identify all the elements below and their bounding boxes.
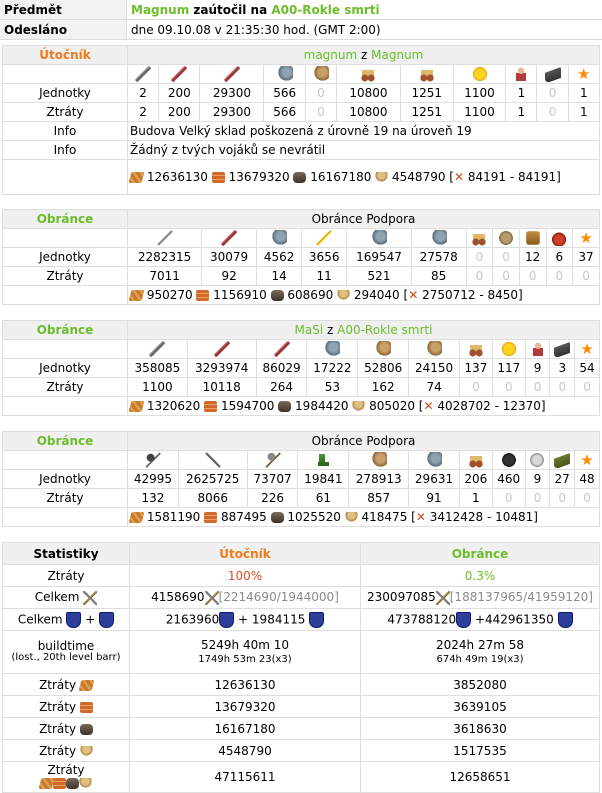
cross-icon: ✕ [416,512,426,523]
chief-icon [529,452,545,468]
attack-icon [83,591,97,605]
sword-icon [149,341,165,357]
statistics-table: Statistiky Útočník Obránce Ztráty 100% 0.3% Celkem 4158690 [2214690/1944000] 230097085 [188137965/41959120] Celkem + 2163960 + 1984115 473788120 +442961350 buildtime (lost., 20th level barr) 5249h 40m 10 1749h 53m 23(x3) 2024h 27m 58 674h 49m 19(x3) Ztráty 12636130 3852080 Ztráty 13679320 3639105 Ztráty 16167180 3618630 Ztráty 4548790 1517535 Ztráty 47115611 12658651 [2,542,600,793]
clay-icon [53,778,66,789]
stats-title: Statistiky [3,543,130,565]
cross-icon: ✕ [423,401,433,412]
axe-red-icon [171,66,187,82]
iron-icon [271,290,284,301]
crop-icon [80,746,93,757]
bounty-row: 950270 1156910 608690 294040 [✕ 2750712 - 8450] [128,286,600,305]
clay-icon [204,512,217,523]
subject-value: Magnum zaútočil na A00-Rokle smrti [127,0,602,20]
cross-icon: ✕ [408,290,418,301]
attacker-origin: magnum z Magnum [128,46,600,65]
iron-icon [80,724,93,735]
star-icon: ★ [579,452,595,468]
sword-icon [135,66,151,82]
hero-icon [530,341,546,357]
target-link[interactable]: A00-Rokle smrti [271,3,379,17]
sword-icon [221,230,237,246]
mace-icon [145,452,161,468]
horse-brown-icon [426,341,442,357]
shield-icon [99,612,114,628]
shield-icon [558,612,573,628]
sword-red-icon [224,66,240,82]
attack-icon [436,591,450,605]
sent-value: dne 09.10.08 v 21:35:30 hod. (GMT 2:00) [127,20,602,40]
iron-icon [66,778,79,789]
shield-icon [456,612,471,628]
subject-label: Předmět [0,0,127,20]
hat-icon [545,66,561,82]
settler-icon [551,230,567,246]
wand-icon [316,230,332,246]
losses-row: Ztráty 2 200 29300 566 0 10800 1251 1100 1 0 1 [3,103,600,122]
star-icon: ★ [579,341,595,357]
horse-brown-icon [371,452,387,468]
hero-icon [513,66,529,82]
shield-icon [66,612,81,628]
wood-icon [129,290,145,301]
clay-icon [204,401,217,412]
wood-icon [129,401,145,412]
units-row: Jednotky 2 200 29300 566 0 10800 1251 1100 1 0 1 [3,84,600,103]
cart-icon [360,66,376,82]
horse-icon [324,341,340,357]
star-icon: ★ [576,66,592,82]
attacker-table: Útočník magnum z Magnum ★ Jednotky 2 200 29300 566 0 10800 1251 1100 1 0 1 Ztráty 2 200 29300 566 0 10800 1251 1100 1 0 1 Info Budova Velký sklad poškozená z úrovně 19 na úroveň 19 Info Žádný z tvých vojáků se nevrátil 12636130 13679320 16167180 4548790 [✕ 84191 - 84191] [2,45,600,195]
sword-red-icon [274,341,290,357]
horse-icon [431,230,447,246]
cross-icon: ✕ [454,172,464,183]
attacker-link[interactable]: Magnum [131,3,189,17]
crop-icon [352,401,365,412]
axe-red-icon [214,341,230,357]
staff-icon [157,230,173,246]
catapult-icon [501,452,517,468]
cart-icon [468,452,484,468]
wood-icon [78,680,94,691]
bounty-row: 1320620 1594700 1984420 805020 [✕ 4028702 - 12370] [128,397,600,416]
gold-icon [472,66,488,82]
horse-brown-icon [313,66,329,82]
iron-icon [271,512,284,523]
attacker-player-link[interactable]: magnum [304,48,358,62]
axe-icon [265,452,281,468]
horse-icon [277,66,293,82]
attacker-title: Útočník [3,46,128,65]
bounty-row: 12636130 13679320 16167180 4548790 [✕ 84191 - 84191] [128,160,600,195]
defender3-table: Obránce Obránce Podpora ★ Jednotky 42995 2625725 73707 19841 278913 29631 206 460 9 27 48 Ztráty 132 8066 226 61 857 91 1 0 0 0 0 1581190 887495 1025520 418475 [✕ 3412428 - 10481] [2,431,600,527]
clay-icon [80,702,93,713]
hat-icon [554,452,570,468]
wood-icon [129,172,145,183]
cart-icon [419,66,435,82]
horse-icon [426,452,442,468]
bounty-row: 1581190 887495 1025520 418475 [✕ 3412428 - 10481] [128,508,600,527]
defender1-table: Obránce Obránce Podpora ★ Jednotky 2282315 30079 4562 3656 169547 27578 0 0 12 6 37 Ztráty 7011 92 14 11 521 85 0 0 0 0 0 950270 1156910 608690 294040 [✕ 2750712 - 8450] [2,209,600,305]
wood-icon [129,512,145,523]
iron-icon [278,401,291,412]
cart-icon [468,341,484,357]
clay-icon [196,290,209,301]
info-building: Budova Velký sklad poškozená z úrovně 19 na úroveň 19 [128,122,600,141]
crop-icon [375,172,388,183]
defender-player-link[interactable]: MaSi [295,323,324,337]
attacker-village-link[interactable]: Magnum [371,48,423,62]
boot-icon [315,452,331,468]
crop-icon [345,512,358,523]
crop-icon [79,778,92,789]
crop-icon [337,290,350,301]
shield-icon [219,612,234,628]
gold-icon [501,341,517,357]
unit-icons-row [3,65,600,84]
cart-icon [471,230,487,246]
shield-icon [309,612,324,628]
catapult-icon [498,230,514,246]
chief-icon [526,231,540,245]
defender-village-link[interactable]: A00-Rokle smrti [337,323,432,337]
horse-icon [271,230,287,246]
stats-defender-label: Obránce [361,543,600,565]
info-troops: Žádný z tvých vojáků se nevrátil [128,141,600,160]
star-icon: ★ [578,230,594,246]
stats-attacker-label: Útočník [130,543,361,565]
hat-icon [554,341,570,357]
horse-icon [371,230,387,246]
report-header [0,0,602,40]
sent-label: Odesláno [0,20,127,40]
iron-icon [293,172,306,183]
defender2-table: Obránce MaSi z A00-Rokle smrti ★ Jednotky 358085 3293974 86029 17222 52806 24150 137 117 9 3 54 Ztráty 1100 10118 264 53 162 74 0 0 0 0 0 1320620 1594700 1984420 805020 [✕ 4028702 - 12370] [2,320,600,416]
clay-icon [212,172,225,183]
horse-brown-icon [375,341,391,357]
attack-icon [205,591,219,605]
pick-icon [205,452,221,468]
